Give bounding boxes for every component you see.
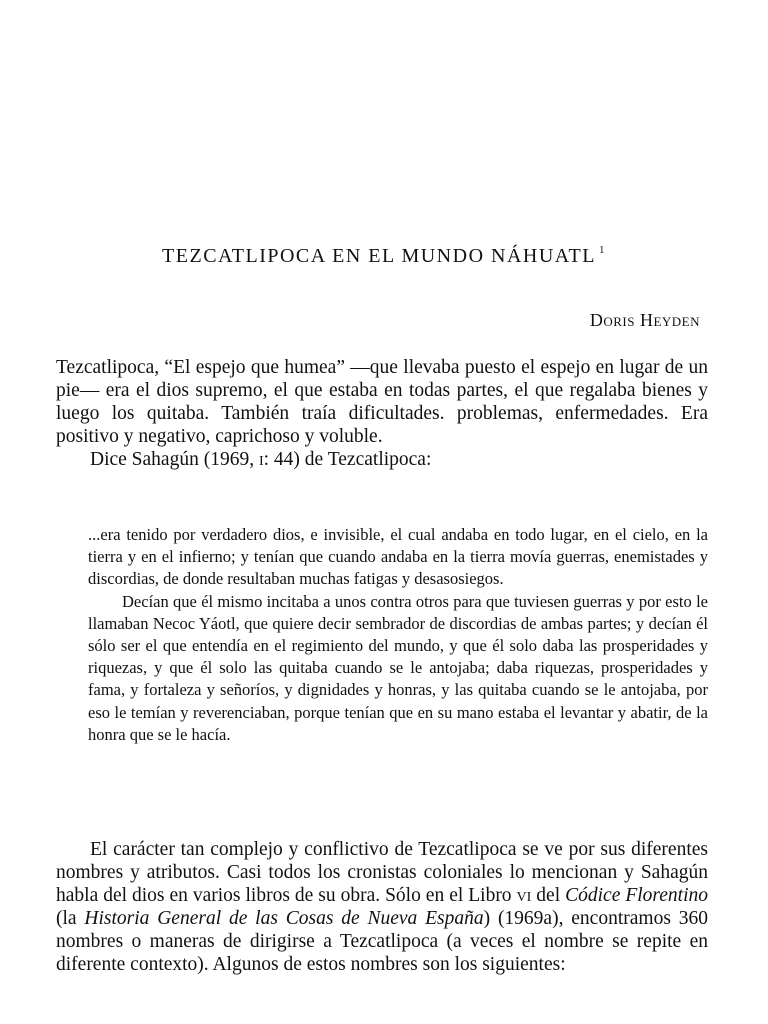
footnote-marker: 1 [598, 244, 606, 256]
names-text-c: (la [56, 908, 85, 929]
author-name: Doris Heyden [589, 310, 700, 330]
names-text-d: ) (1969a), encontramos 360 nombres o maneras de dirigirse a Tezcatlipoca (a veces el nombre se repite en diferente contexto). Algunos de estos nombres son los siguientes: [56, 908, 708, 975]
title-text: TEZCATLIPOCA EN EL MUNDO NÁHUATL [162, 245, 596, 267]
paragraph-names [56, 838, 708, 976]
citation-lead-text: Dice Sahagún (1969, [90, 449, 259, 470]
names-text-a: El carácter tan complejo y conflictivo de Tezcatlipoca se ve por sus diferentes nombres y atributos. Casi todos los cronistas coloniales lo mencionan y Sahagún habla del dios en varios libros de su obra. Sólo en el Libro [56, 839, 708, 906]
intro-block [56, 356, 708, 471]
book-number: vi [516, 885, 532, 906]
closing-block [56, 838, 708, 976]
article-title [0, 244, 768, 268]
codex-title: Códice Florentino [565, 885, 709, 906]
block-quote [88, 524, 708, 746]
paragraph-citation-lead [56, 448, 708, 471]
names-text-b: del [531, 885, 566, 906]
quote-paragraph-2: Decían que él mismo incitaba a unos contra otros para que tuviesen guerras y por esto le llamaban Necoc Yáotl, que quiere decir sembrador de discordias de ambas partes; y decían él sólo ser el que entendía en el regimiento del mundo, y que él solo daba las prosperidades y riquezas, y que él solo las quitaba cuando se le antojaba; daba riquezas, prosperidades y fama, y fortaleza y señoríos, y dignidades y honras, y las quitaba cuando se le antojaba, por eso le temían y reverenciaban, porque tenían que en su mano estaba el levantar y abatir, de la honra que se le hacía. [88, 591, 708, 744]
historia-title: Historia General de las Cosas de Nueva España [84, 908, 484, 929]
quote-paragraph-1: ...era tenido por verdadero dios, e invisible, el cual andaba en todo lugar, en el cielo, en la tierra y en el infierno; y tenían que cuando andaba en la tierra movía guerras, enemistades y discordias, de donde resultaban muchas fatigas y desasosiegos. [88, 525, 708, 589]
paragraph-intro: Tezcatlipoca, “El espejo que humea” —que llevaba puesto el espejo en lugar de un pie— era el dios supremo, el que estaba en todas partes, el que regalaba bienes y luego los quitaba. También traía dificultades. problemas, enfermedades. Era positivo y negativo, caprichoso y voluble. [56, 357, 708, 447]
citation-lead-end: : 44) de Tezcatlipoca: [263, 449, 432, 470]
citation-volume: i [258, 449, 264, 470]
